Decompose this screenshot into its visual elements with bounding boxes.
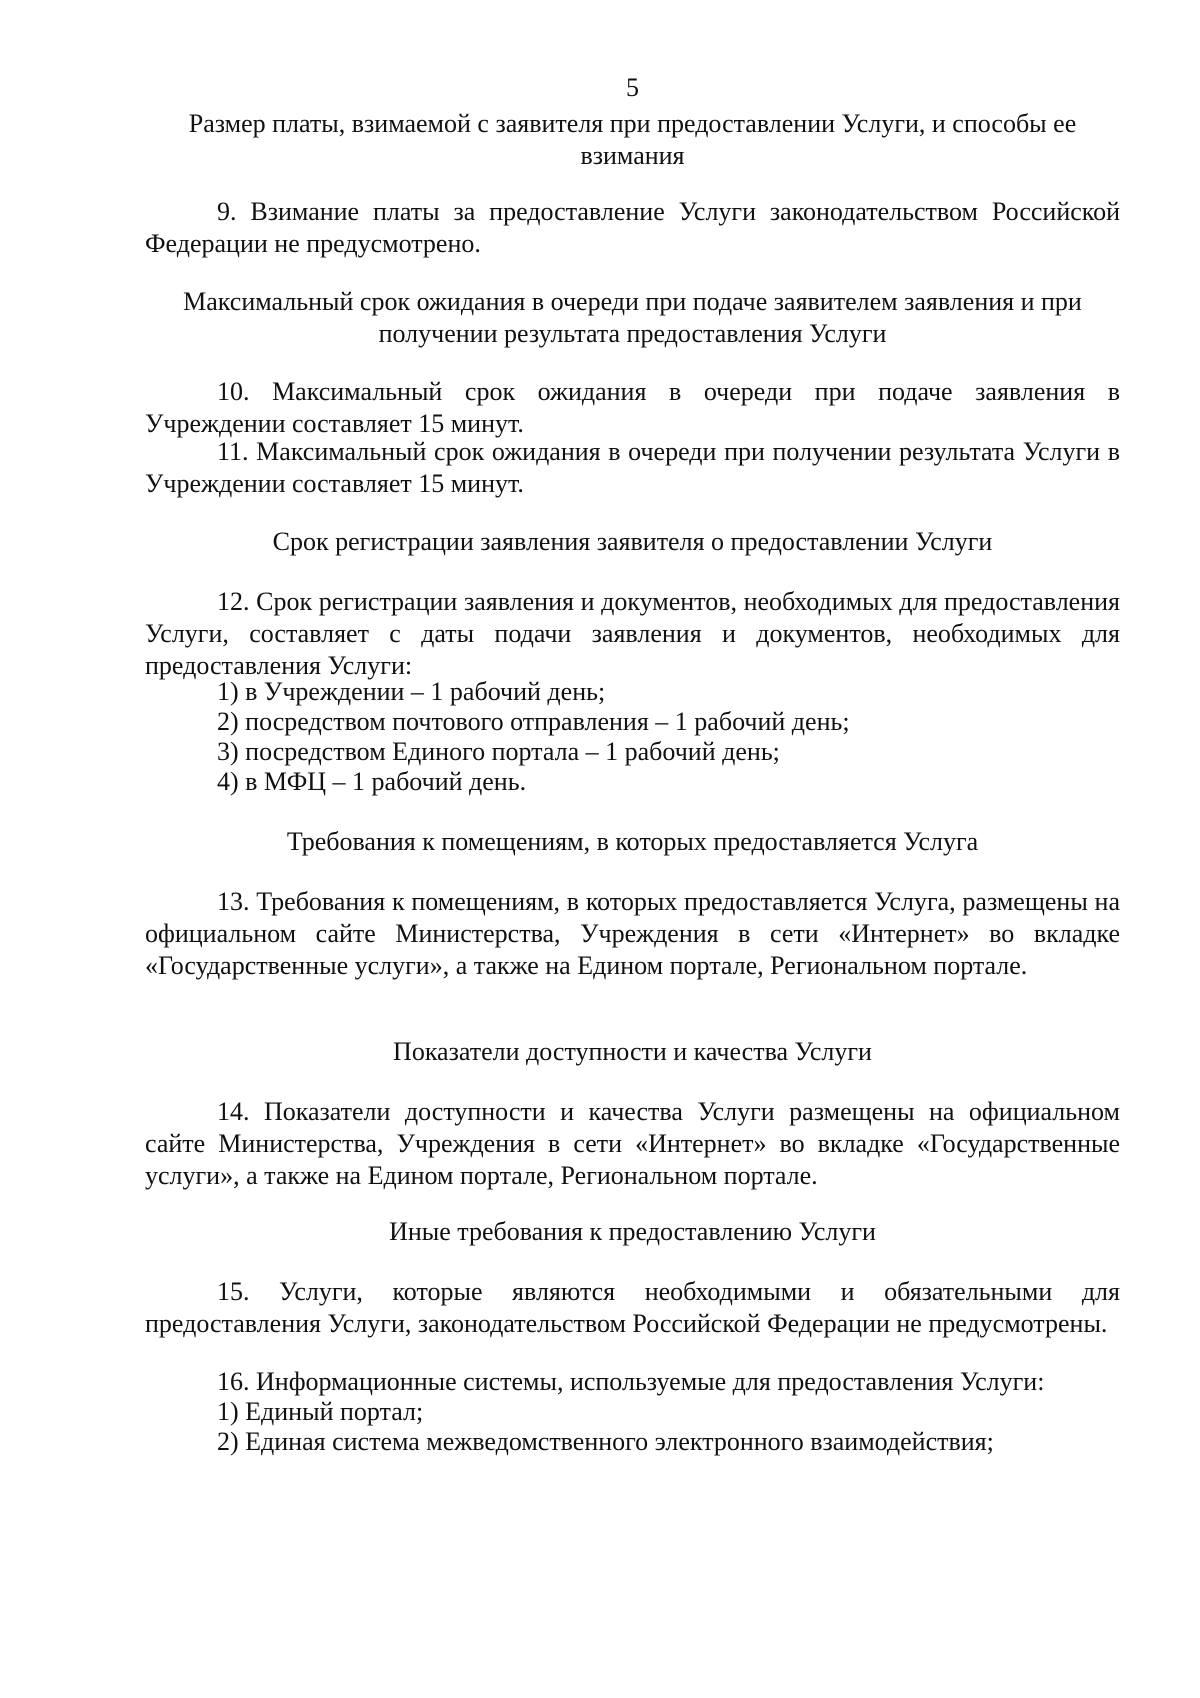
paragraph-16: 16. Информационные системы, используемые для предоставления Услуги: <box>217 1367 1045 1396</box>
queue-heading: Максимальный срок ожидания в очереди при подаче заявителем заявления и при получении результата предоставления Услуги <box>183 287 1082 348</box>
other-requirements-heading: Иные требования к предоставлению Услуги <box>389 1217 876 1246</box>
paragraph-15: 15. Услуги, которые являются необходимыми и обязательными для предоставления Услуги, законодательством Российской Федерации не предусмотрены. <box>145 1277 1120 1338</box>
list-item: 3) посредством Единого портала – 1 рабочий день; <box>217 737 780 766</box>
paragraph-11: 11. Максимальный срок ожидания в очереди при получении результата Услуги в Учреждении составляет 15 минут. <box>145 437 1120 498</box>
list-item: 2) посредством почтового отправления – 1 рабочий день; <box>217 707 850 736</box>
paragraph-10: 10. Максимальный срок ожидания в очереди при подаче заявления в Учреждении составляет 15 минут. <box>145 377 1120 438</box>
paragraph-12: 12. Срок регистрации заявления и документов, необходимых для предоставления Услуги, составляет с даты подачи заявления и документов, необходимых для предоставления Услуги: <box>145 587 1120 680</box>
list-item: 1) Единый портал; <box>217 1397 424 1426</box>
page-number: 5 <box>626 73 639 102</box>
paragraph-14: 14. Показатели доступности и качества Услуги размещены на официальном сайте Министерства, Учреждения в сети «Интернет» во вкладке «Государственные услуги», а также на Едином портале, Региональном портале. <box>145 1097 1120 1190</box>
quality-heading: Показатели доступности и качества Услуги <box>393 1037 872 1066</box>
registration-heading: Срок регистрации заявления заявителя о предоставлении Услуги <box>272 527 993 556</box>
list-item: 1) в Учреждении – 1 рабочий день; <box>217 677 606 706</box>
premises-heading: Требования к помещениям, в которых предоставляется Услуга <box>286 827 979 856</box>
paragraph-9: 9. Взимание платы за предоставление Услуги законодательством Российской Федерации не предусмотрено. <box>145 197 1120 258</box>
paragraph-13: 13. Требования к помещениям, в которых предоставляется Услуга, размещены на официальном сайте Министерства, Учреждения в сети «Интернет» во вкладке «Государственные услуги», а также на Едином портале, Региональном портале. <box>145 887 1120 980</box>
list-item: 4) в МФЦ – 1 рабочий день. <box>217 767 527 796</box>
fee-heading: Размер платы, взимаемой с заявителя при предоставлении Услуги, и способы ее взимания <box>188 109 1077 170</box>
list-item: 2) Единая система межведомственного электронного взаимодействия; <box>217 1427 994 1456</box>
